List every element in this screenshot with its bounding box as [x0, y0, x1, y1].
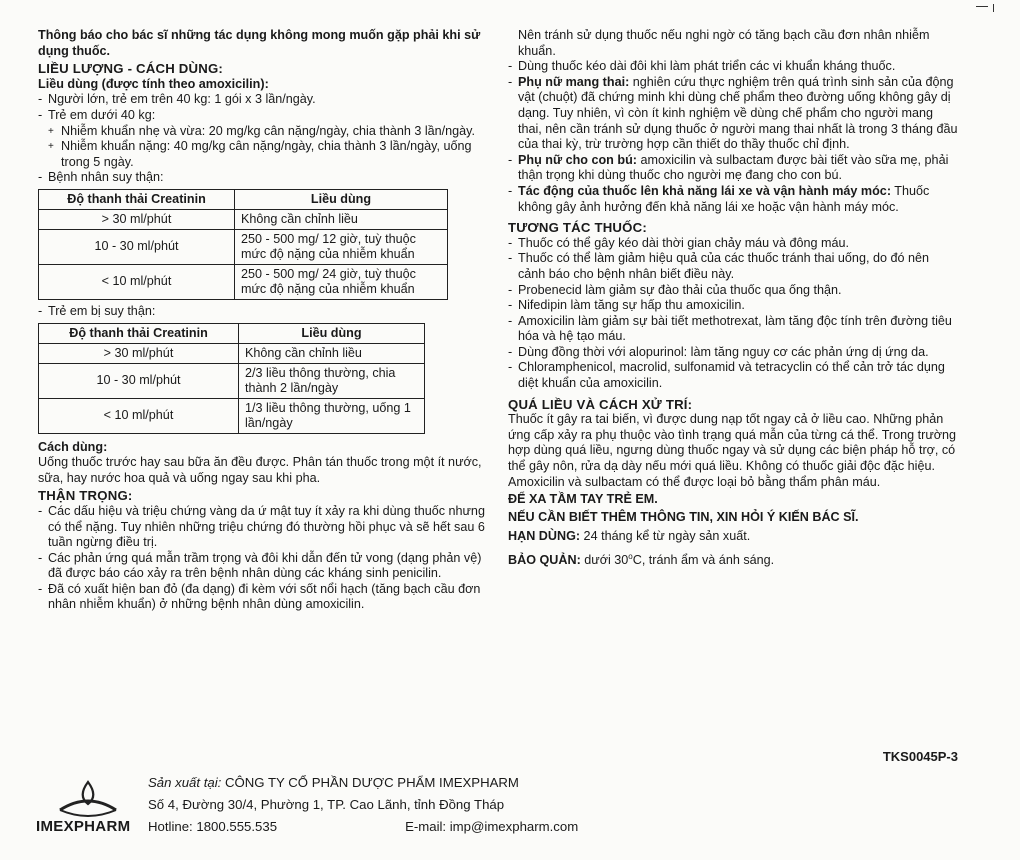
driving-item — [508, 184, 958, 215]
renal-child-table — [38, 323, 425, 434]
table-cell: 2/3 liều thông thường, chia thành 2 lần/ngày — [239, 363, 425, 398]
table-row — [39, 363, 425, 398]
renal-adult-label: - Bệnh nhân suy thận: — [38, 170, 493, 186]
interaction-item: - Chloramphenicol, macrolid, sulfonamid và tetracyclin có thể cản trở tác dụng diệt khuẩn của amoxicilin. — [508, 360, 958, 391]
caution-heading: THẬN TRỌNG: — [38, 488, 133, 504]
dose-child-severe: + Nhiễm khuẩn nặng: 40 mg/kg cân nặng/ngày, chia thành 3 lần/ngày, uống trong 5 ngày. — [38, 139, 493, 170]
table-cell: > 30 ml/phút — [39, 343, 239, 363]
table-cell: < 10 ml/phút — [39, 398, 239, 433]
left-column — [38, 28, 493, 613]
dosage-heading: LIỀU LƯỢNG - CÁCH DÙNG: — [38, 61, 224, 77]
table-header: Độ thanh thải Creatinin — [39, 323, 239, 343]
lactation-item — [508, 153, 958, 184]
contact-line — [148, 816, 908, 838]
dose-child-mild: + Nhiễm khuẩn nhẹ và vừa: 20 mg/kg cân nặng/ngày, chia thành 3 lần/ngày. — [38, 124, 493, 140]
ask-doctor-notice: NẾU CẦN BIẾT THÊM THÔNG TIN, XIN HỎI Ý KIẾN BÁC SĨ. — [508, 509, 859, 524]
intro-note: Thông báo cho bác sĩ những tác dụng không mong muốn gặp phải khi sử dụng thuốc. — [38, 28, 481, 58]
table-cell: 250 - 500 mg/ 12 giờ, tuỳ thuộc mức độ nặng của nhiễm khuẩn — [235, 229, 448, 264]
expiry-label: HẠN DÙNG: — [508, 529, 581, 544]
lactation-text: amoxicilin và sulbactam được bài tiết vào sữa mẹ, phải thận trọng khi dùng thuốc cho người mẹ đang cho con bú. — [518, 152, 949, 183]
interaction-item: - Thuốc có thể gây kéo dài thời gian chảy máu và đông máu. — [508, 236, 958, 252]
document-code: TKS0045P-3 — [882, 749, 958, 764]
interaction-item: - Dùng đồng thời với alopurinol: làm tăng nguy cơ các phản ứng dị ứng da. — [508, 345, 958, 361]
overdose-text: Thuốc ít gây ra tai biến, vì được dung nạp tốt ngay cả ở liều cao. Những phản ứng cấp xảy ra phụ thuộc vào tình trạng quá mẫn của từng cá thể. Trong trường hợp dùng quá liều, ngưng dùng thuốc ngay và sử dụng các biện pháp hỗ trợ, có thể gây nôn, rửa dạ dày nếu mới quá liều. Không có thuốc giải độc đặc hiệu. Amoxicilin và sulbactam có thể được loại bỏ bằng thẩm phân máu. — [508, 412, 957, 489]
caution-item: - Các phản ứng quá mẫn trầm trọng và đôi khi dẫn đến tử vong (dạng phản vệ) đã được báo cáo xảy ra trên bệnh nhân dùng các kháng sinh penicilin. — [38, 551, 493, 582]
manufacturer-line — [148, 772, 908, 794]
driving-text: Thuốc không gây ảnh hưởng đến khả năng lái xe hoặc vận hành máy móc. — [518, 183, 930, 214]
made-in-label: Sản xuất tại: — [148, 775, 222, 790]
pregnancy-text: nghiên cứu thực nghiệm trên quá trình sinh sản của động vật (chuột) đã chứng minh khi dùng chế phẩm theo đường uống không gây dị dạng. Tuy nhiên, vì còn ít kinh nghiệm về dùng chế phẩm cho người mang thai, nên cần tránh sử dụng thuốc ở người mang thai nhất là trong 3 tháng đầu của thai kỳ, trừ trường hợp cần thiết do thầy thuốc chỉ định. — [518, 74, 958, 152]
table-header-row — [39, 189, 448, 209]
logo-text: IMEXPHARM — [36, 818, 131, 835]
degree-mark: o — [628, 552, 633, 561]
right-column — [508, 28, 958, 569]
table-cell: 1/3 liều thông thường, uống 1 lần/ngày — [239, 398, 425, 433]
table-cell: Không cần chỉnh liều — [239, 343, 425, 363]
interaction-item: - Amoxicilin làm giảm sự bài tiết methotrexat, làm tăng độc tính trên đường tiêu hóa và hệ tạo máu. — [508, 314, 958, 345]
address-line: Số 4, Đường 30/4, Phường 1, TP. Cao Lãnh, tỉnh Đồng Tháp — [148, 797, 505, 812]
caution-item: - Các dấu hiệu và triệu chứng vàng da ứ mật tuy ít xảy ra khi dùng thuốc nhưng có thể nặng. Tuy nhiên những triệu chứng đó thường hồi phục và sẽ hết sau 6 tuần ngừng điều trị. — [38, 504, 493, 551]
storage-line — [508, 549, 958, 569]
dosage-subheading: Liều dùng (được tính theo amoxicilin): — [38, 76, 269, 91]
table-cell: 10 - 30 ml/phút — [39, 229, 235, 264]
table-header-row — [39, 323, 425, 343]
caution-item: - Dùng thuốc kéo dài đôi khi làm phát triển các vi khuẩn kháng thuốc. — [508, 59, 958, 75]
company-name: CÔNG TY CỔ PHẦN DƯỢC PHẨM IMEXPHARM — [224, 775, 519, 790]
pregnancy-item — [508, 75, 958, 153]
hotline: Hotline: 1800.555.535 — [148, 819, 278, 834]
storage-text-end: C, tránh ẩm và ánh sáng. — [632, 553, 775, 568]
table-header: Liều dùng — [235, 189, 448, 209]
table-row — [39, 209, 448, 229]
table-cell: > 30 ml/phút — [39, 209, 235, 229]
pregnancy-label: Phụ nữ mang thai: — [518, 74, 630, 89]
manufacturer-footer — [148, 772, 908, 838]
renal-child-label: - Trẻ em bị suy thận: — [38, 304, 493, 320]
expiry-line — [508, 529, 958, 545]
table-header: Liều dùng — [239, 323, 425, 343]
table-row — [39, 343, 425, 363]
overdose-heading: QUÁ LIỀU VÀ CÁCH XỬ TRÍ: — [508, 396, 693, 412]
table-cell: Không cần chỉnh liều — [235, 209, 448, 229]
caution-item: - Đã có xuất hiện ban đỏ (đa dạng) đi kèm với sốt nổi hạch (tăng bạch cầu đơn nhân nhiễm khuẩn) ở những bệnh nhân dùng amoxicilin. — [38, 582, 493, 613]
expiry-text: 24 tháng kể từ ngày sản xuất. — [580, 529, 751, 544]
table-cell: 250 - 500 mg/ 24 giờ, tuỳ thuộc mức độ nặng của nhiễm khuẩn — [235, 264, 448, 299]
interactions-heading: TƯƠNG TÁC THUỐC: — [508, 220, 647, 236]
table-row — [39, 264, 448, 299]
table-cell: < 10 ml/phút — [39, 264, 235, 299]
usage-text: Uống thuốc trước hay sau bữa ăn đều được. Phân tán thuốc trong một ít nước, sữa, hay nước hoa quả và uống ngay sau khi pha. — [38, 455, 482, 485]
keep-away-notice: ĐỂ XA TẦM TAY TRẺ EM. — [508, 492, 658, 507]
dose-adult: - Người lớn, trẻ em trên 40 kg: 1 gói x 3 lần/ngày. — [38, 92, 493, 108]
table-row — [39, 229, 448, 264]
renal-adult-table — [38, 189, 448, 300]
driving-label: Tác động của thuốc lên khả năng lái xe và vận hành máy móc: — [518, 183, 892, 198]
storage-text: dưới 30 — [580, 553, 629, 568]
interaction-item: - Nifedipin làm tăng sự hấp thu amoxicilin. — [508, 298, 958, 314]
interaction-item: - Thuốc có thể làm giảm hiệu quả của các thuốc tránh thai uống, do đó nên cảnh báo cho bệnh nhân biết điều này. — [508, 251, 958, 282]
crop-mark — [993, 4, 994, 12]
interaction-item: - Probenecid làm giảm sự đào thải của thuốc qua ống thận. — [508, 283, 958, 299]
usage-heading: Cách dùng: — [38, 439, 108, 454]
table-cell: 10 - 30 ml/phút — [39, 363, 239, 398]
table-row — [39, 398, 425, 433]
caution-continued: Nên tránh sử dụng thuốc nếu nghi ngờ có tăng bạch cầu đơn nhân nhiễm khuẩn. — [518, 28, 930, 58]
crop-mark — [976, 6, 988, 7]
lactation-label: Phụ nữ cho con bú: — [518, 152, 637, 167]
email: E-mail: imp@imexpharm.com — [405, 819, 579, 834]
table-header: Độ thanh thải Creatinin — [39, 189, 235, 209]
dose-child: - Trẻ em dưới 40 kg: — [38, 108, 493, 124]
storage-label: BẢO QUẢN: — [508, 553, 581, 568]
